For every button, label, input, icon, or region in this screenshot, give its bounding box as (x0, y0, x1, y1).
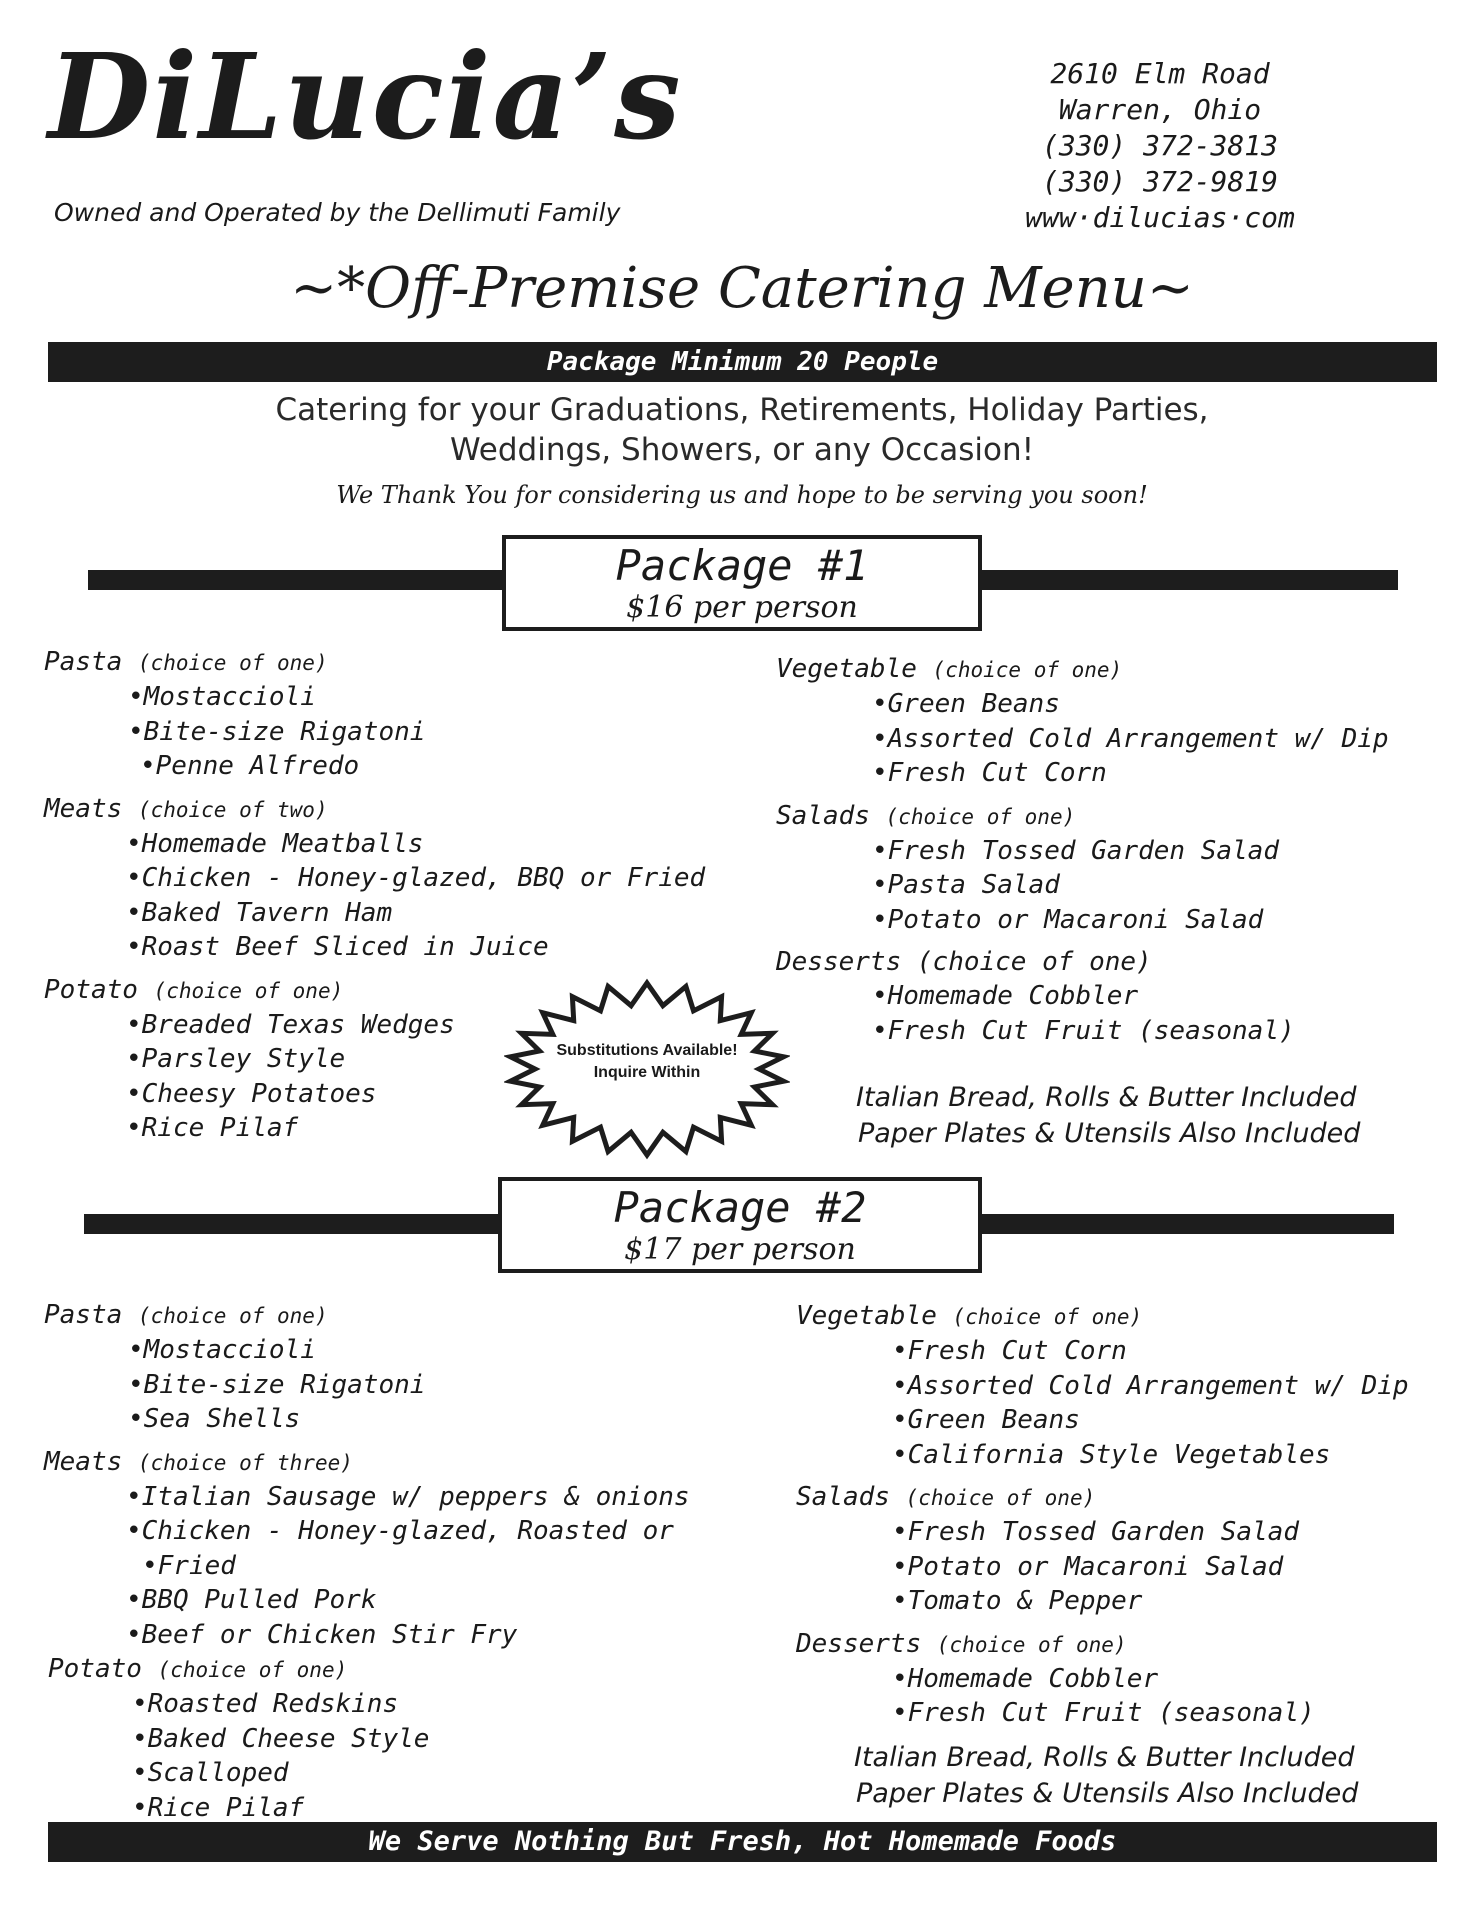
menu-item: • Fresh Cut Corn (872, 756, 1389, 791)
package1-right-column (776, 652, 1389, 1048)
menu-item: • Assorted Cold Arrangement w/ Dip (872, 722, 1389, 757)
footer-banner: We Serve Nothing But Fresh, Hot Homemade Foods (48, 1822, 1437, 1862)
menu-item: • Tomato & Pepper (892, 1584, 1409, 1619)
menu-item: • Beef or Chicken Stir Fry (126, 1618, 690, 1653)
menu-item: • Potato or Macaroni Salad (892, 1550, 1409, 1585)
package-minimum-banner: Package Minimum 20 People (48, 342, 1437, 382)
menu-item: • Fresh Tossed Garden Salad (892, 1515, 1409, 1550)
category-salads: Salads (choice of one) (776, 800, 1076, 831)
category-pasta: Pasta (choice of one) (44, 647, 328, 677)
website-link[interactable]: www·dilucias·com (1025, 201, 1295, 234)
address-city: Warren, Ohio (1058, 93, 1262, 126)
menu-item: • Bite-size Rigatoni (128, 715, 705, 750)
menu-title: ~*Off-Premise Catering Menu~ (290, 256, 1194, 321)
package1-name: Package #1 (615, 541, 869, 590)
package1-included-plates: Paper Plates & Utensils Also Included (858, 1118, 1361, 1149)
menu-item: • Baked Cheese Style (132, 1722, 690, 1757)
menu-item: • Chicken - Honey-glazed, BBQ or Fried (126, 861, 705, 896)
menu-item: • Cheesy Potatoes (126, 1077, 705, 1112)
package2-price: $17 per person (624, 1232, 856, 1267)
menu-item: • Italian Sausage w/ peppers & onions (126, 1480, 690, 1515)
ownership-tagline: Owned and Operated by the Dellimuti Family (54, 198, 621, 227)
menu-item: • California Style Vegetables (892, 1438, 1409, 1473)
package1-heading (502, 535, 982, 631)
menu-item: • Fresh Tossed Garden Salad (872, 834, 1389, 869)
menu-item: • Homemade Cobbler (892, 1662, 1409, 1697)
package2-heading (498, 1177, 982, 1273)
menu-item: • Breaded Texas Wedges (126, 1008, 705, 1043)
menu-item: • Fresh Cut Fruit (seasonal) (892, 1696, 1409, 1731)
menu-item: • Roasted Redskins (132, 1687, 690, 1722)
menu-item: • Penne Alfredo (128, 749, 705, 784)
menu-item: • Parsley Style (126, 1042, 705, 1077)
menu-item: • Fresh Cut Fruit (seasonal) (872, 1014, 1389, 1049)
intro-line-1: Catering for your Graduations, Retirements, Holiday Parties, (275, 392, 1209, 428)
package2-included-plates: Paper Plates & Utensils Also Included (856, 1778, 1359, 1809)
menu-item: • Fresh Cut Corn (892, 1334, 1409, 1369)
menu-item: • Assorted Cold Arrangement w/ Dip (892, 1369, 1409, 1404)
category-vegetable: Vegetable (choice of one) (796, 1301, 1143, 1331)
category-vegetable: Vegetable (choice of one) (776, 654, 1123, 684)
menu-item: • Rice Pilaf (126, 1111, 705, 1146)
menu-item: • Mostaccioli (128, 1333, 690, 1368)
package2-name: Package #2 (613, 1183, 867, 1232)
phone-number-1: (330) 372-3813 (1041, 129, 1278, 162)
menu-item: • Sea Shells (128, 1402, 690, 1437)
category-potato: Potato (choice of one) (48, 1654, 348, 1684)
package2-left-column (44, 1298, 690, 1825)
menu-item: • Pasta Salad (872, 868, 1389, 903)
address-street: 2610 Elm Road (1050, 57, 1270, 90)
category-salads: Salads (choice of one) (796, 1482, 1096, 1512)
menu-item: • Green Beans (892, 1403, 1409, 1438)
thank-you-line: We Thank You for considering us and hope to be serving you soon! (336, 481, 1148, 509)
intro-line-2: Weddings, Showers, or any Occasion! (449, 432, 1035, 468)
contact-block (1010, 56, 1310, 236)
category-meats: Meats (choice of two) (44, 793, 328, 824)
category-pasta: Pasta (choice of one) (44, 1300, 328, 1330)
menu-item: • Homemade Meatballs (126, 827, 705, 862)
substitutions-notice: Substitutions Available! Inquire Within (556, 1042, 738, 1081)
menu-item: • Mostaccioli (128, 680, 705, 715)
category-desserts: Desserts (choice of one) (796, 1628, 1127, 1659)
menu-item: • Scalloped (132, 1756, 690, 1791)
category-potato: Potato (choice of one) (44, 974, 344, 1005)
package1-included-bread: Italian Bread, Rolls & Butter Included (856, 1082, 1357, 1113)
menu-item: • Bite-size Rigatoni (128, 1368, 690, 1403)
category-meats: Meats (choice of three) (44, 1446, 353, 1477)
menu-item: • Green Beans (872, 687, 1389, 722)
category-desserts: Desserts (choice of one) (776, 947, 1152, 977)
menu-item: • Baked Tavern Ham (126, 896, 705, 931)
menu-item: • Roast Beef Sliced in Juice (126, 930, 705, 965)
phone-number-2: (330) 372-9819 (1041, 165, 1278, 198)
package2-right-column (796, 1299, 1409, 1731)
package1-price: $16 per person (626, 590, 858, 625)
menu-item: • Rice Pilaf (132, 1791, 690, 1826)
menu-item: • BBQ Pulled Pork (126, 1583, 690, 1618)
menu-item: • Homemade Cobbler (872, 979, 1389, 1014)
menu-item-continuation: • Fried (126, 1549, 690, 1584)
menu-item: • Potato or Macaroni Salad (872, 903, 1389, 938)
menu-item: • Chicken - Honey-glazed, Roasted or (126, 1514, 690, 1549)
restaurant-logo: DiLucia’s (48, 27, 683, 166)
package2-included-bread: Italian Bread, Rolls & Butter Included (854, 1742, 1355, 1773)
